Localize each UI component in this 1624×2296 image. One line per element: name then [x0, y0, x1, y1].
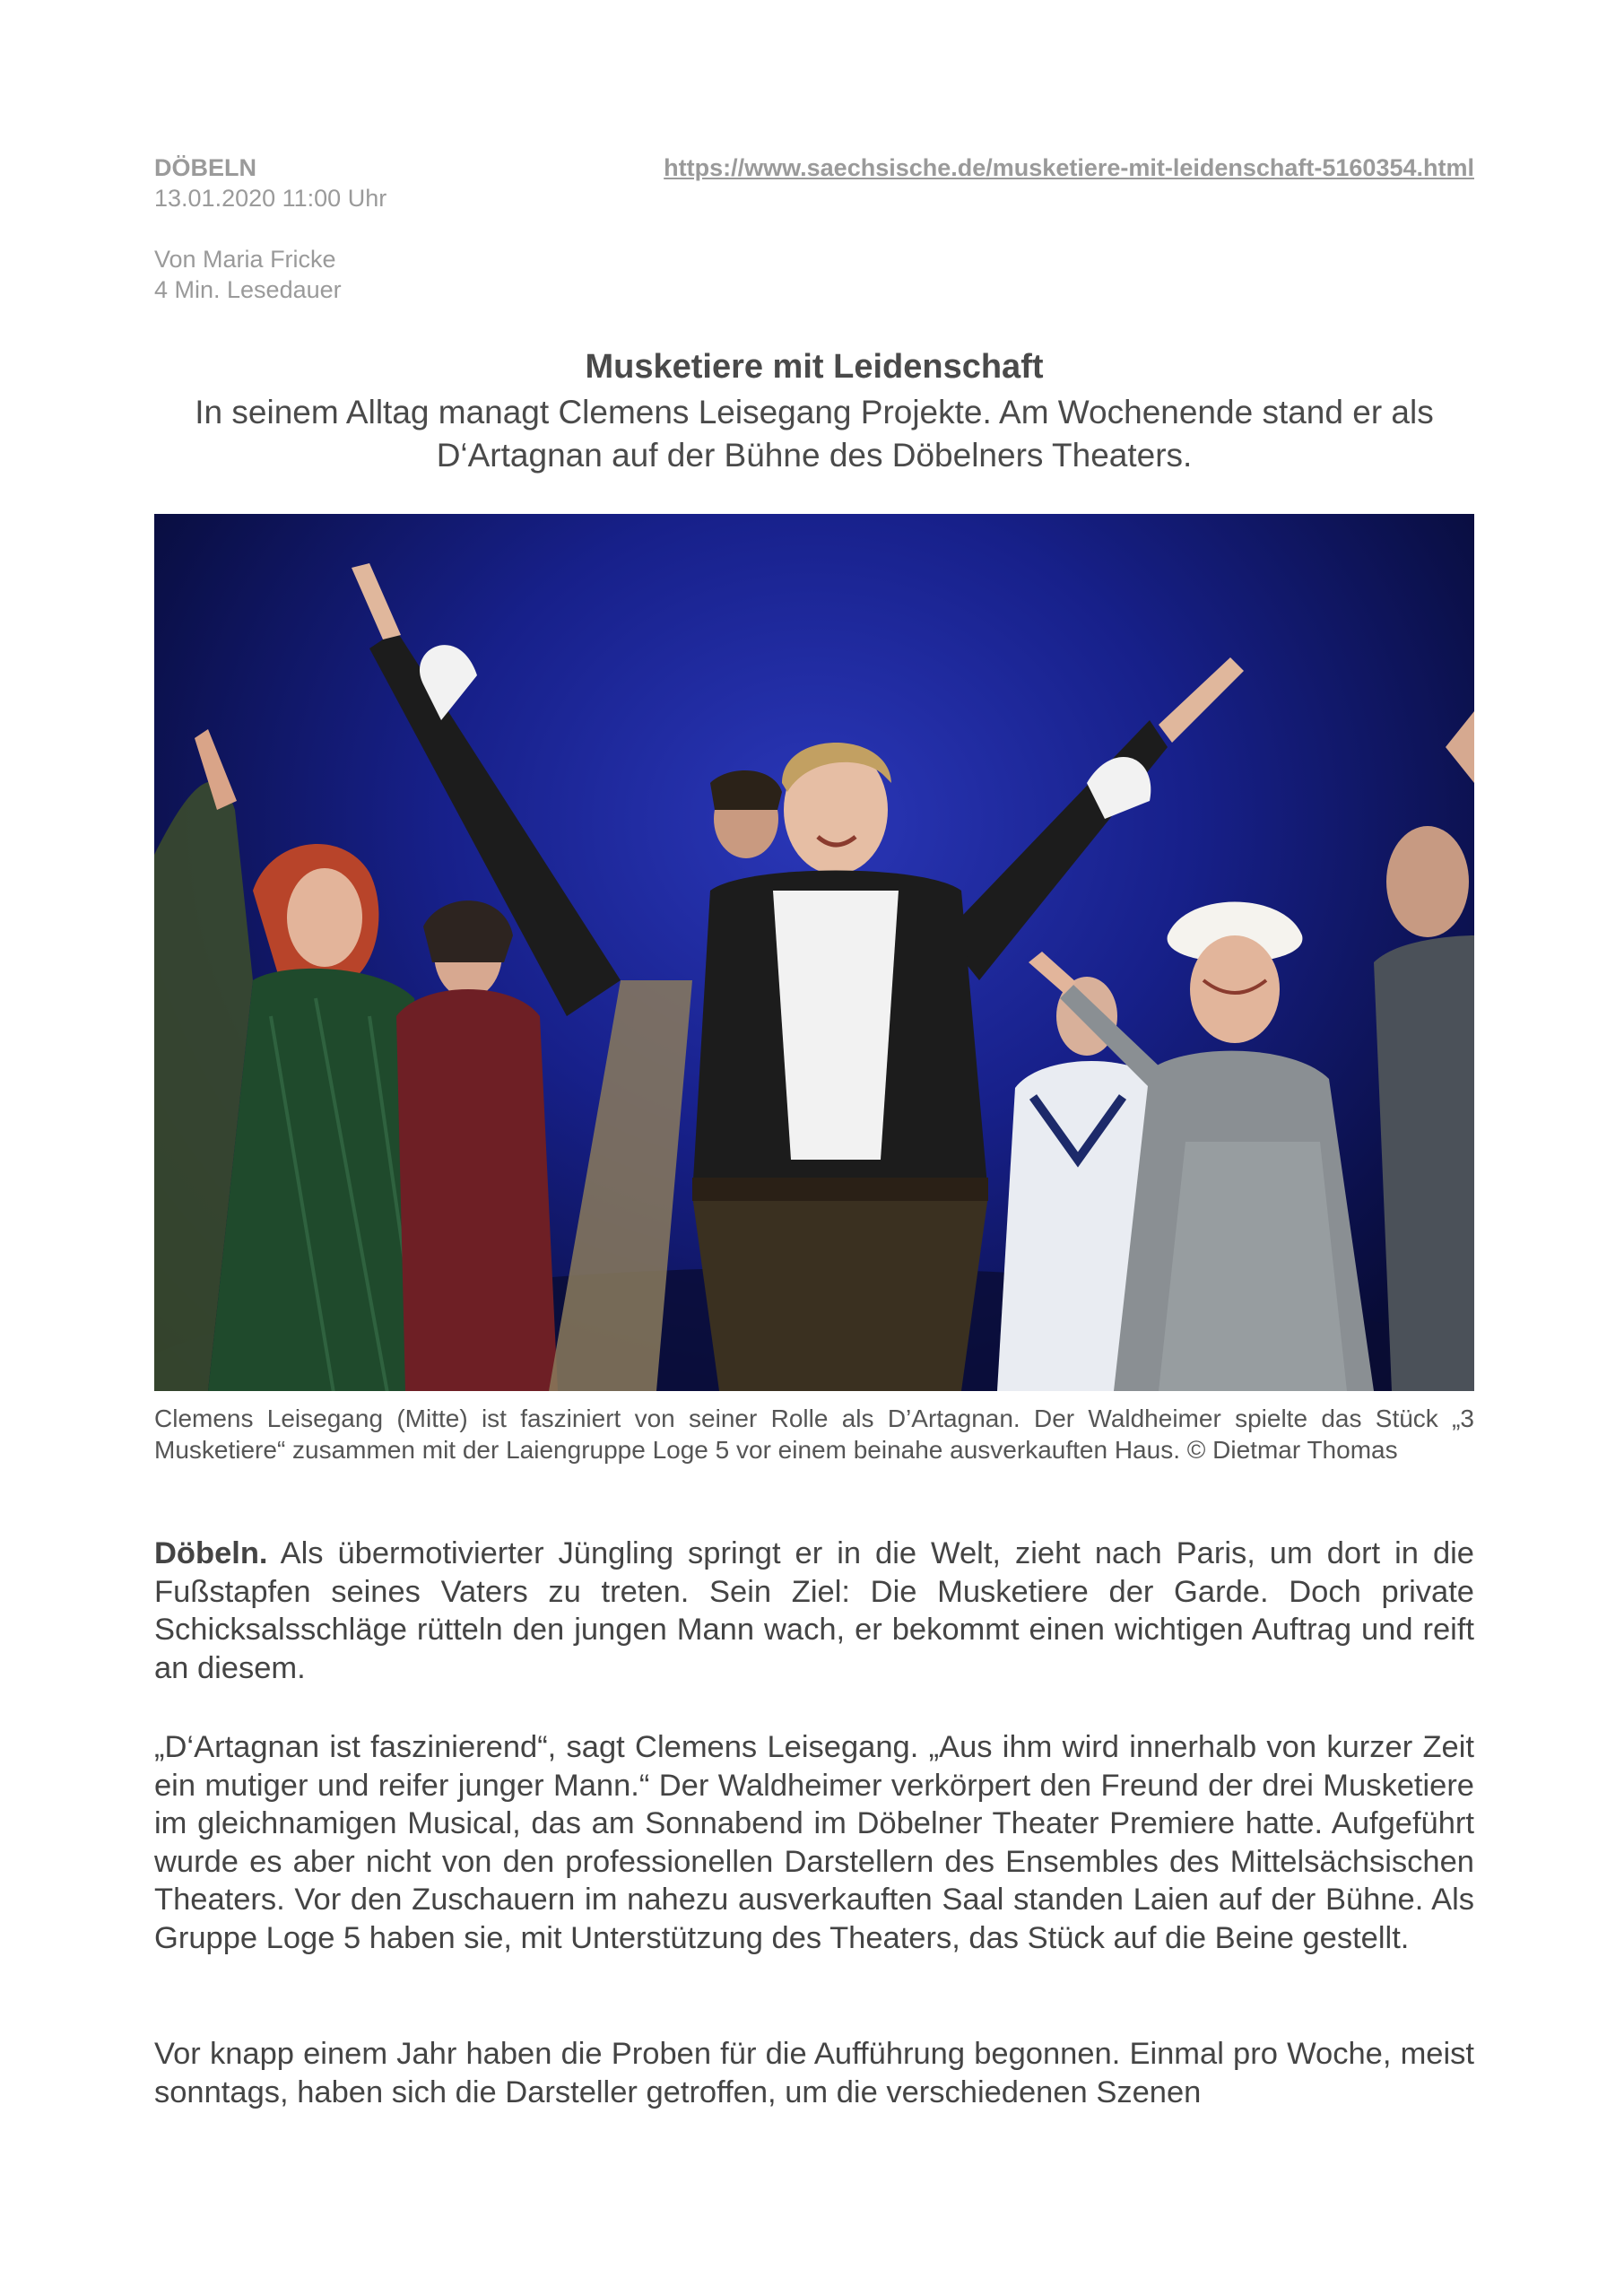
reading-time: 4 Min. Lesedauer: [154, 276, 342, 303]
section-label: DÖBELN: [154, 154, 256, 181]
article-title: Musketiere mit Leidenschaft: [585, 348, 1044, 386]
photo-caption: Clemens Leisegang (Mitte) ist fasziniert von seiner Rolle als D’Artagnan. Der Waldheimer spielte das Stück „3 Musketiere“ zusammen mit der Laiengruppe Loge 5 vor einem beinahe ausverkauften Haus. © Dietmar Thomas: [154, 1405, 1474, 1464]
dateline: Döbeln.: [154, 1536, 268, 1570]
publish-datetime: 13.01.2020 11:00 Uhr: [154, 185, 387, 212]
author-byline: Von Maria Fricke: [154, 246, 336, 273]
paragraph-3: Vor knapp einem Jahr haben die Proben für die Aufführung begonnen. Einmal pro Woche, meist sonntags, haben sich die Darsteller getroffen, um die verschiedenen Szenen: [154, 2037, 1474, 2109]
stage-photo-illustration: [154, 514, 1474, 1391]
paragraph-2: „D‘Artagnan ist faszinierend“, sagt Clemens Leisegang. „Aus ihm wird innerhalb von kurzer Zeit ein mutiger und reifer junger Mann.“ Der Waldheimer verkörpert den Freund der drei Musketiere im gleichnamigen Musical, das am Sonnabend im Döbelner Theater Premiere hatte. Aufgeführt wurde es aber nicht von den professionellen Darstellern des Ensembles des Mittelsächsischen Theaters. Vor den Zuschauern im nahezu ausverkauften Saal standen Laien auf der Bühne. Als Gruppe Loge 5 haben sie, mit Unterstützung des Theaters, das Stück auf die Beine gestellt.: [154, 1730, 1474, 1955]
article-subtitle: In seinem Alltag managt Clemens Leisegang Projekte. Am Wochenende stand er als D‘Artagnan auf der Bühne des Döbelners Theaters.: [195, 394, 1434, 474]
paragraph-1-text: Als übermotivierter Jüngling springt er in die Welt, zieht nach Paris, um dort in die Fußstapfen seines Vaters zu treten. Sein Ziel: Die Musketiere der Garde. Doch private Schicksalsschläge rütteln den jungen Mann wach, er bekommt einen wichtigen Auftrag und reift an diesem.: [154, 1536, 1474, 1685]
article-meta: [154, 152, 386, 305]
meta-spacer: [154, 213, 386, 244]
source-url-link[interactable]: https://www.saechsische.de/musketiere-mit-leidenschaft-5160354.html: [664, 154, 1474, 181]
paragraph-1: [154, 1535, 1474, 1687]
article-photo: [154, 514, 1474, 1391]
